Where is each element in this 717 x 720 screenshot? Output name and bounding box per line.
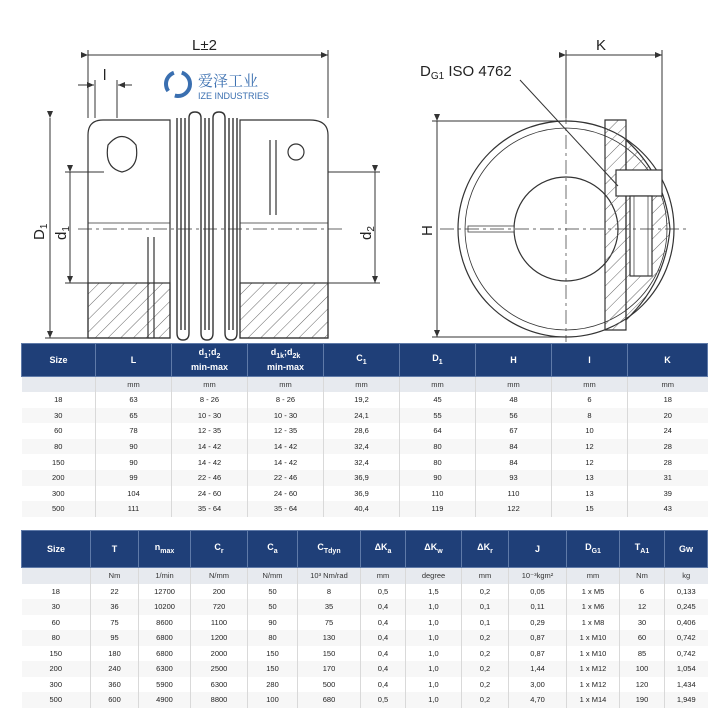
- table-cell: 1,0: [406, 599, 462, 615]
- table-cell: 30: [620, 615, 665, 631]
- col-d1-d2: $d_1;d_2$ min-max: [172, 344, 248, 377]
- table-cell: 0,2: [462, 646, 509, 662]
- table-cell: 6: [620, 584, 665, 600]
- table-cell: 56: [476, 408, 552, 424]
- table-cell: 1,0: [406, 661, 462, 677]
- table-cell: 5900: [139, 677, 191, 693]
- dimensions-table: [21, 343, 708, 517]
- table-cell: 3,00: [509, 677, 567, 693]
- performance-table: [21, 530, 708, 708]
- table-cell: 18: [22, 584, 91, 600]
- unit-cell: Nm: [91, 568, 139, 584]
- table-cell: 1,0: [406, 677, 462, 693]
- table-cell: 15: [552, 501, 628, 517]
- table-cell: 500: [22, 692, 91, 708]
- col-d1k-d2k: $d_{1k};d_{2k}$ min-max: [248, 344, 324, 377]
- table-cell: 0,5: [361, 584, 406, 600]
- table-cell: 30: [22, 599, 91, 615]
- table-cell: 0,29: [509, 615, 567, 631]
- table-cell: 200: [22, 661, 91, 677]
- unit-cell: 10⁻³kgm²: [509, 568, 567, 584]
- table-cell: 1,0: [406, 692, 462, 708]
- table-cell: 18: [628, 392, 708, 408]
- unit-cell: mm: [476, 377, 552, 393]
- table-cell: 45: [400, 392, 476, 408]
- table-cell: 111: [96, 501, 172, 517]
- table-cell: 22 - 46: [248, 470, 324, 486]
- table1-header-row: [22, 344, 708, 377]
- col-l: l: [552, 344, 628, 377]
- table-cell: 6800: [139, 646, 191, 662]
- table-cell: 4,70: [509, 692, 567, 708]
- table-cell: 240: [91, 661, 139, 677]
- table-cell: 0,2: [462, 692, 509, 708]
- table-cell: 300: [22, 486, 96, 502]
- table-cell: 122: [476, 501, 552, 517]
- col-size: Size: [22, 344, 96, 377]
- units-row: [22, 377, 708, 393]
- unit-cell: [22, 377, 96, 393]
- table-cell: 1100: [191, 615, 248, 631]
- unit-cell: kg: [665, 568, 708, 584]
- table-cell: 100: [248, 692, 298, 708]
- table-cell: 1,5: [406, 584, 462, 600]
- unit-cell: mm: [361, 568, 406, 584]
- table-cell: 1,0: [406, 615, 462, 631]
- table-cell: 40,4: [324, 501, 400, 517]
- table-cell: 0,5: [361, 692, 406, 708]
- table-cell: 90: [248, 615, 298, 631]
- table-cell: 120: [620, 677, 665, 693]
- table-cell: 35: [298, 599, 361, 615]
- table-cell: 50: [248, 584, 298, 600]
- table-cell: 24,1: [324, 408, 400, 424]
- table-cell: 31: [628, 470, 708, 486]
- logo-icon: [166, 72, 190, 96]
- technical-drawing: [0, 0, 717, 342]
- col-nmax: $n_{max}$: [139, 531, 191, 568]
- table-cell: 119: [400, 501, 476, 517]
- logo-text-en: IZE INDUSTRIES: [198, 91, 270, 101]
- table-cell: 8: [552, 408, 628, 424]
- table-cell: 6300: [191, 677, 248, 693]
- table-cell: 1,434: [665, 677, 708, 693]
- table-row: [22, 423, 708, 439]
- table-cell: 20: [628, 408, 708, 424]
- table-row: [22, 661, 708, 677]
- table-cell: 0,87: [509, 630, 567, 646]
- unit-cell: mm: [567, 568, 620, 584]
- col-DG1: $D_{G1}$: [567, 531, 620, 568]
- dim-H-label: H: [419, 225, 436, 236]
- table-row: [22, 439, 708, 455]
- table-cell: 0,4: [361, 661, 406, 677]
- table-cell: 680: [298, 692, 361, 708]
- table-cell: 0,245: [665, 599, 708, 615]
- table-cell: 10: [552, 423, 628, 439]
- table-cell: 10 - 30: [172, 408, 248, 424]
- table-cell: 1,054: [665, 661, 708, 677]
- table-cell: 12: [552, 454, 628, 470]
- table-cell: 0,742: [665, 646, 708, 662]
- table-cell: 6300: [139, 661, 191, 677]
- table-cell: 600: [91, 692, 139, 708]
- table-cell: 36: [91, 599, 139, 615]
- table-cell: 95: [91, 630, 139, 646]
- col-Gw: Gw: [665, 531, 708, 568]
- table-cell: 1 x M14: [567, 692, 620, 708]
- table-cell: 65: [96, 408, 172, 424]
- table-cell: 0,11: [509, 599, 567, 615]
- table-cell: 32,4: [324, 439, 400, 455]
- table-cell: 1 x M8: [567, 615, 620, 631]
- table-row: [22, 615, 708, 631]
- table-cell: 80: [22, 439, 96, 455]
- table-cell: 14 - 42: [248, 454, 324, 470]
- table-cell: 13: [552, 470, 628, 486]
- table-row: [22, 486, 708, 502]
- table-cell: 1 x M10: [567, 630, 620, 646]
- unit-cell: mm: [172, 377, 248, 393]
- unit-cell: 10³ Nm/rad: [298, 568, 361, 584]
- unit-cell: mm: [552, 377, 628, 393]
- brand-logo: [166, 72, 269, 101]
- table-cell: 150: [248, 661, 298, 677]
- table-cell: 1200: [191, 630, 248, 646]
- table-cell: 1,44: [509, 661, 567, 677]
- table-cell: 180: [91, 646, 139, 662]
- table-row: [22, 599, 708, 615]
- table-cell: 200: [191, 584, 248, 600]
- dim-D1-label: $D_1$: [31, 223, 50, 240]
- table-cell: 12 - 35: [248, 423, 324, 439]
- table-cell: 110: [400, 486, 476, 502]
- dim-L-label: L±2: [192, 37, 217, 54]
- table-row: [22, 646, 708, 662]
- table-cell: 28: [628, 454, 708, 470]
- col-dKw: $\Delta K_w$: [406, 531, 462, 568]
- table-cell: 1,0: [406, 646, 462, 662]
- table-cell: 170: [298, 661, 361, 677]
- table-row: [22, 630, 708, 646]
- table-cell: 55: [400, 408, 476, 424]
- table-cell: 32,4: [324, 454, 400, 470]
- unit-cell: N/mm: [248, 568, 298, 584]
- table-cell: 8800: [191, 692, 248, 708]
- table-cell: 8: [298, 584, 361, 600]
- dg1-iso-label: $D_{G1}$ ISO 4762: [420, 63, 512, 82]
- col-TA1: $T_{A1}$: [620, 531, 665, 568]
- col-H: H: [476, 344, 552, 377]
- unit-cell: degree: [406, 568, 462, 584]
- table-cell: 6800: [139, 630, 191, 646]
- table-cell: 150: [22, 454, 96, 470]
- table-cell: 0,2: [462, 677, 509, 693]
- dim-d2-label: $d_2$: [358, 226, 377, 240]
- table-cell: 300: [22, 677, 91, 693]
- table-cell: 12 - 35: [172, 423, 248, 439]
- table-cell: 0,87: [509, 646, 567, 662]
- table-cell: 0,2: [462, 584, 509, 600]
- table-cell: 80: [248, 630, 298, 646]
- unit-cell: mm: [96, 377, 172, 393]
- col-Cr: $C_r$: [191, 531, 248, 568]
- table-cell: 75: [91, 615, 139, 631]
- table-cell: 0,1: [462, 615, 509, 631]
- table-cell: 93: [476, 470, 552, 486]
- table-cell: 90: [400, 470, 476, 486]
- unit-cell: mm: [400, 377, 476, 393]
- logo-text-cn: 爱泽工业: [198, 72, 259, 90]
- table-cell: 0,4: [361, 646, 406, 662]
- table-cell: 28: [628, 439, 708, 455]
- table-cell: 1 x M12: [567, 661, 620, 677]
- table-cell: 24 - 60: [248, 486, 324, 502]
- table-cell: 0,133: [665, 584, 708, 600]
- table-cell: 18: [22, 392, 96, 408]
- table-cell: 1 x M12: [567, 677, 620, 693]
- table-cell: 39: [628, 486, 708, 502]
- table-cell: 67: [476, 423, 552, 439]
- table-cell: 6: [552, 392, 628, 408]
- table-cell: 8 - 26: [172, 392, 248, 408]
- table-cell: 0,2: [462, 661, 509, 677]
- table-cell: 22 - 46: [172, 470, 248, 486]
- table-cell: 280: [248, 677, 298, 693]
- table-row: [22, 408, 708, 424]
- table-cell: 0,2: [462, 630, 509, 646]
- table-row: [22, 501, 708, 517]
- table-cell: 10200: [139, 599, 191, 615]
- table-cell: 0,406: [665, 615, 708, 631]
- unit-cell: mm: [628, 377, 708, 393]
- table-cell: 22: [91, 584, 139, 600]
- table-cell: 36,9: [324, 470, 400, 486]
- table-cell: 80: [400, 454, 476, 470]
- col-Ca: $C_a$: [248, 531, 298, 568]
- table-cell: 90: [96, 454, 172, 470]
- dim-d1-label: $d_1$: [53, 226, 72, 240]
- table-cell: 75: [298, 615, 361, 631]
- table-cell: 1 x M6: [567, 599, 620, 615]
- table-row: [22, 692, 708, 708]
- unit-cell: mm: [324, 377, 400, 393]
- table-cell: 13: [552, 486, 628, 502]
- table-row: [22, 392, 708, 408]
- table-cell: 28,6: [324, 423, 400, 439]
- table-cell: 104: [96, 486, 172, 502]
- col-J: J: [509, 531, 567, 568]
- table-cell: 150: [248, 646, 298, 662]
- col-dKa: $\Delta K_a$: [361, 531, 406, 568]
- table-cell: 64: [400, 423, 476, 439]
- table-cell: 12: [620, 599, 665, 615]
- table-cell: 500: [22, 501, 96, 517]
- table-cell: 60: [22, 615, 91, 631]
- unit-cell: 1/min: [139, 568, 191, 584]
- table2-header-row: [22, 531, 708, 568]
- table-cell: 0,742: [665, 630, 708, 646]
- table-cell: 24: [628, 423, 708, 439]
- coupling-side-view: [78, 112, 345, 340]
- table-cell: 130: [298, 630, 361, 646]
- table-cell: 1,949: [665, 692, 708, 708]
- table-cell: 720: [191, 599, 248, 615]
- table-cell: 8600: [139, 615, 191, 631]
- table-cell: 12: [552, 439, 628, 455]
- table-cell: 90: [96, 439, 172, 455]
- table-cell: 2000: [191, 646, 248, 662]
- table-cell: 0,4: [361, 630, 406, 646]
- table-cell: 360: [91, 677, 139, 693]
- table-cell: 0,4: [361, 599, 406, 615]
- coupling-front-view: [440, 110, 690, 342]
- col-D1: $D_1$: [400, 344, 476, 377]
- unit-cell: mm: [462, 568, 509, 584]
- table-row: [22, 470, 708, 486]
- table-cell: 14 - 42: [172, 454, 248, 470]
- table-row: [22, 677, 708, 693]
- table-cell: 500: [298, 677, 361, 693]
- table-cell: 19,2: [324, 392, 400, 408]
- table-cell: 1 x M10: [567, 646, 620, 662]
- col-C1: $C_1$: [324, 344, 400, 377]
- table-cell: 85: [620, 646, 665, 662]
- col-size: Size: [22, 531, 91, 568]
- table-cell: 8 - 26: [248, 392, 324, 408]
- table-cell: 2500: [191, 661, 248, 677]
- table-cell: 80: [400, 439, 476, 455]
- table-cell: 35 - 64: [172, 501, 248, 517]
- table-cell: 80: [22, 630, 91, 646]
- table-cell: 1 x M5: [567, 584, 620, 600]
- table-cell: 35 - 64: [248, 501, 324, 517]
- units-row: [22, 568, 708, 584]
- table-cell: 50: [248, 599, 298, 615]
- unit-cell: mm: [248, 377, 324, 393]
- table-cell: 14 - 42: [172, 439, 248, 455]
- table-cell: 0,1: [462, 599, 509, 615]
- table-row: [22, 454, 708, 470]
- table-cell: 200: [22, 470, 96, 486]
- unit-cell: [22, 568, 91, 584]
- table-cell: 110: [476, 486, 552, 502]
- col-T: T: [91, 531, 139, 568]
- table-cell: 190: [620, 692, 665, 708]
- table-cell: 150: [298, 646, 361, 662]
- table-cell: 63: [96, 392, 172, 408]
- unit-cell: Nm: [620, 568, 665, 584]
- table-cell: 1,0: [406, 630, 462, 646]
- table-cell: 150: [22, 646, 91, 662]
- col-dKr: $\Delta K_r$: [462, 531, 509, 568]
- table-cell: 43: [628, 501, 708, 517]
- table-cell: 60: [22, 423, 96, 439]
- table-cell: 48: [476, 392, 552, 408]
- table-cell: 10 - 30: [248, 408, 324, 424]
- table-cell: 14 - 42: [248, 439, 324, 455]
- table-cell: 30: [22, 408, 96, 424]
- table-cell: 84: [476, 454, 552, 470]
- table-cell: 100: [620, 661, 665, 677]
- table-cell: 78: [96, 423, 172, 439]
- table-cell: 36,9: [324, 486, 400, 502]
- dim-l-label: l: [103, 67, 107, 84]
- table-cell: 12700: [139, 584, 191, 600]
- table-cell: 0,4: [361, 677, 406, 693]
- col-L: L: [96, 344, 172, 377]
- table-cell: 0,4: [361, 615, 406, 631]
- table-row: [22, 584, 708, 600]
- dim-K-label: K: [596, 37, 607, 54]
- table-cell: 0,05: [509, 584, 567, 600]
- col-CTdyn: $C_{Tdyn}$: [298, 531, 361, 568]
- table-cell: 60: [620, 630, 665, 646]
- table-cell: 24 - 60: [172, 486, 248, 502]
- table-cell: 84: [476, 439, 552, 455]
- table-cell: 99: [96, 470, 172, 486]
- col-K: K: [628, 344, 708, 377]
- table-cell: 4900: [139, 692, 191, 708]
- unit-cell: N/mm: [191, 568, 248, 584]
